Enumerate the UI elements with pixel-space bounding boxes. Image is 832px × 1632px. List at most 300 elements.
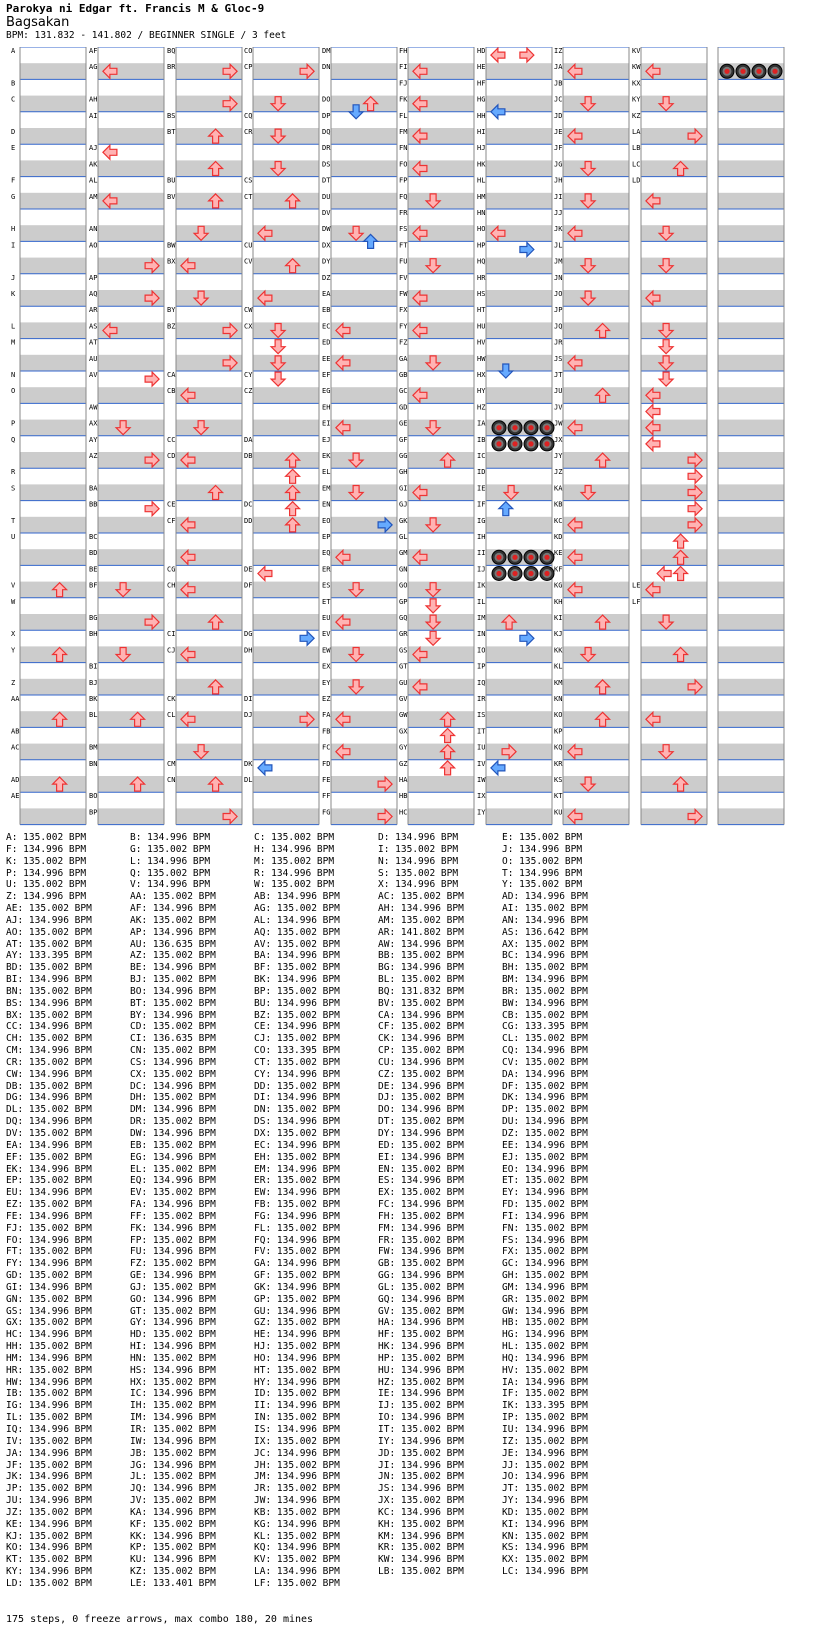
measure-label: CP xyxy=(244,63,253,72)
bpm-entry: EO: 134.996 BPM xyxy=(502,1163,588,1175)
beat-stripe xyxy=(20,549,86,565)
beat-stripe xyxy=(98,549,164,565)
beat-stripe xyxy=(718,420,784,436)
bpm-entry: GH: 135.002 BPM xyxy=(502,1270,588,1282)
beat-stripe xyxy=(20,193,86,209)
bpm-entry: HJ: 135.002 BPM xyxy=(254,1341,340,1353)
beat-stripe xyxy=(253,679,319,695)
bpm-entry: AV: 135.002 BPM xyxy=(254,938,340,950)
chart-column xyxy=(89,47,164,825)
bpm-entry: GQ: 134.996 BPM xyxy=(378,1293,464,1305)
measure-label: EA xyxy=(322,290,331,298)
measure-label: CD xyxy=(167,452,176,460)
beat-stripe xyxy=(176,420,242,436)
beat-stripe xyxy=(20,452,86,468)
bpm-entry: CK: 134.996 BPM xyxy=(378,1033,464,1045)
bpm-entry: IS: 134.996 BPM xyxy=(254,1424,340,1435)
bpm-entry: BY: 134.996 BPM xyxy=(130,1009,216,1021)
bpm-entry: IB: 135.002 BPM xyxy=(6,1388,92,1400)
measure-label: JI xyxy=(554,192,563,201)
measure-label: BG xyxy=(89,614,98,622)
bpm-entry: HL: 135.002 BPM xyxy=(502,1341,588,1353)
mine xyxy=(540,550,554,564)
measure-label: HK xyxy=(477,160,486,169)
bpm-entry: CW: 134.996 BPM xyxy=(6,1068,92,1080)
measure-label: IS xyxy=(477,711,486,720)
bpm-entry: EE: 134.996 BPM xyxy=(502,1139,588,1151)
measure-label: HB xyxy=(399,792,408,801)
measure-label: FG xyxy=(322,808,331,817)
bpm-entry: BG: 134.996 BPM xyxy=(378,962,464,974)
bpm-entry: FH: 135.002 BPM xyxy=(378,1210,464,1222)
mine xyxy=(720,64,734,78)
measure-label: DD xyxy=(244,516,253,525)
measure-label: FF xyxy=(322,792,331,801)
bpm-entry: JV: 135.002 BPM xyxy=(130,1495,216,1507)
bpm-entry: LB: 135.002 BPM xyxy=(378,1566,464,1578)
bpm-entry: DP: 135.002 BPM xyxy=(502,1104,588,1116)
bpm-entry: HM: 134.996 BPM xyxy=(6,1352,92,1364)
measure-label: BX xyxy=(167,257,176,266)
measure-label: GR xyxy=(399,630,408,639)
chart-summary: 175 steps, 0 freeze arrows, max combo 180, 20 mines xyxy=(6,1614,314,1625)
bpm-entry: EW: 134.996 BPM xyxy=(254,1187,340,1199)
measure-label: IX xyxy=(477,792,486,801)
bpm-entry: Y: 135.002 BPM xyxy=(502,879,583,891)
bpm-entry: DE: 134.996 BPM xyxy=(378,1080,464,1092)
bpm-entry: FC: 134.996 BPM xyxy=(378,1199,464,1211)
bpm-entry: HZ: 135.002 BPM xyxy=(378,1376,464,1388)
bpm-entry: DB: 135.002 BPM xyxy=(6,1080,92,1092)
bpm-entry: FL: 135.002 BPM xyxy=(254,1222,340,1234)
beat-stripe xyxy=(331,290,397,306)
measure-label: EV xyxy=(322,630,331,639)
bpm-entry: KB: 135.002 BPM xyxy=(254,1506,340,1518)
bpm-entry: DM: 134.996 BPM xyxy=(130,1104,216,1116)
bpm-entry: IA: 134.996 BPM xyxy=(502,1376,588,1388)
bpm-entry: GP: 135.002 BPM xyxy=(254,1293,340,1305)
beat-stripe xyxy=(253,549,319,565)
bpm-entry: R: 134.996 BPM xyxy=(254,867,335,879)
bpm-entry: HC: 134.996 BPM xyxy=(6,1329,92,1341)
measure-label: A xyxy=(11,47,16,55)
bpm-entry: DI: 134.996 BPM xyxy=(254,1092,340,1104)
measure-label: DP xyxy=(322,111,331,120)
measure-label: KT xyxy=(554,792,563,801)
beat-stripe xyxy=(331,225,397,241)
measure-label: EZ xyxy=(322,695,331,703)
measure-label: BH xyxy=(89,630,98,639)
measure-label: FW xyxy=(399,290,408,298)
beat-stripe xyxy=(176,290,242,306)
measure-label: CC xyxy=(167,435,176,444)
measure-label: JF xyxy=(554,144,563,153)
measure-label: R xyxy=(11,468,16,477)
measure-label: IO xyxy=(477,646,486,655)
bpm-entry: CV: 135.002 BPM xyxy=(502,1056,588,1068)
measure-label: CG xyxy=(167,565,176,574)
bpm-entry: EP: 135.002 BPM xyxy=(6,1175,92,1187)
measure-label: Q xyxy=(11,435,16,444)
bpm-entry: JM: 134.996 BPM xyxy=(254,1471,340,1483)
measure-label: GZ xyxy=(399,759,408,768)
bpm-entry: AD: 134.996 BPM xyxy=(502,891,588,903)
measure-label: BP xyxy=(89,808,98,817)
measure-label: AT xyxy=(89,338,98,347)
beat-stripe xyxy=(331,452,397,468)
bpm-entry: CC: 134.996 BPM xyxy=(6,1021,92,1033)
bpm-entry: IV: 135.002 BPM xyxy=(6,1435,92,1447)
bpm-entry: KL: 135.002 BPM xyxy=(254,1530,340,1542)
measure-label: GO xyxy=(399,581,408,590)
chart-column xyxy=(167,47,242,825)
measure-label: BB xyxy=(89,500,98,509)
measure-label: EQ xyxy=(322,549,331,558)
measure-label: CY xyxy=(244,371,253,379)
measure-label: FY xyxy=(399,322,408,331)
bpm-entry: C: 135.002 BPM xyxy=(254,832,335,843)
measure-label: BR xyxy=(167,63,176,72)
measure-label: JG xyxy=(554,160,563,169)
measure-label: FD xyxy=(322,759,331,768)
measure-label: KC xyxy=(554,516,563,525)
bpm-entry: JO: 134.996 BPM xyxy=(502,1471,588,1483)
bpm-entry: EG: 134.996 BPM xyxy=(130,1151,216,1163)
bpm-entry: JW: 134.996 BPM xyxy=(254,1495,340,1507)
measure-label: HX xyxy=(477,371,486,379)
mine xyxy=(508,421,522,435)
bpm-entry: BC: 134.996 BPM xyxy=(502,950,588,962)
bpm-entry: EQ: 134.996 BPM xyxy=(130,1175,216,1187)
beat-stripe xyxy=(641,322,707,338)
measure-label: FN xyxy=(399,144,408,153)
beat-stripe xyxy=(408,355,474,371)
beat-stripe xyxy=(20,225,86,241)
measure-label: EB xyxy=(322,306,331,315)
measure-label: JA xyxy=(554,63,563,72)
measure-label: JW xyxy=(554,419,563,428)
beat-stripe xyxy=(176,744,242,760)
measure-label: AB xyxy=(11,727,20,736)
beat-stripe xyxy=(20,322,86,338)
measure-label: GG xyxy=(399,452,408,460)
beat-stripe xyxy=(718,128,784,144)
measure-label: B xyxy=(11,79,16,88)
measure-label: IF xyxy=(477,500,486,509)
bpm-entry: AN: 134.996 BPM xyxy=(502,914,588,926)
measure-label: AD xyxy=(11,776,20,784)
measure-label: IV xyxy=(477,759,486,768)
measure-label: IK xyxy=(477,581,486,590)
beat-stripe xyxy=(718,96,784,112)
measure-label: EL xyxy=(322,468,331,477)
bpm-entry: Q: 135.002 BPM xyxy=(130,867,211,879)
measure-label: EK xyxy=(322,452,331,460)
bpm-entry: FI: 134.996 BPM xyxy=(502,1210,588,1222)
chart-column xyxy=(554,47,629,825)
bpm-entry: FY: 134.996 BPM xyxy=(6,1258,92,1270)
bpm-entry: KO: 134.996 BPM xyxy=(6,1542,92,1554)
bpm-entry: GN: 135.002 BPM xyxy=(6,1293,92,1305)
bpm-entry: AB: 134.996 BPM xyxy=(254,891,340,903)
beat-stripe xyxy=(486,387,552,403)
beat-stripe xyxy=(486,776,552,792)
bpm-entry: IU: 134.996 BPM xyxy=(502,1424,588,1435)
beat-stripe xyxy=(563,646,629,662)
bpm-entry: DL: 135.002 BPM xyxy=(6,1104,92,1116)
measure-label: DB xyxy=(244,452,253,460)
measure-label: DZ xyxy=(322,273,331,282)
measure-label: HI xyxy=(477,128,486,136)
measure-label: KD xyxy=(554,533,563,541)
measure-label: HQ xyxy=(477,257,486,266)
bpm-entry: HS: 134.996 BPM xyxy=(130,1364,216,1376)
beat-stripe xyxy=(20,258,86,274)
bpm-entry: KJ: 135.002 BPM xyxy=(6,1530,92,1542)
bpm-entry: HW: 134.996 BPM xyxy=(6,1376,92,1388)
bpm-entry: GF: 135.002 BPM xyxy=(254,1270,340,1282)
bpm-entry: KP: 135.002 BPM xyxy=(130,1542,216,1554)
bpm-entry: DN: 135.002 BPM xyxy=(254,1104,340,1116)
bpm-entry: BD: 135.002 BPM xyxy=(6,962,92,974)
measure-label: T xyxy=(11,516,16,525)
measure-label: JB xyxy=(554,79,563,88)
measure-label: BM xyxy=(89,743,98,752)
measure-label: BS xyxy=(167,111,176,120)
measure-label: KX xyxy=(632,79,641,88)
bpm-entry: FT: 135.002 BPM xyxy=(6,1246,92,1258)
beat-stripe xyxy=(718,160,784,176)
bpm-entry: JK: 134.996 BPM xyxy=(6,1471,92,1483)
measure-label: CV xyxy=(244,257,253,266)
beat-stripe xyxy=(98,517,164,533)
beat-stripe xyxy=(408,776,474,792)
measure-label: CA xyxy=(167,371,176,379)
measure-label: X xyxy=(11,630,16,639)
measure-label: LA xyxy=(632,128,641,136)
bpm-entry: KN: 135.002 BPM xyxy=(502,1530,588,1542)
beat-stripe xyxy=(641,355,707,371)
measure-label: ED xyxy=(322,338,331,347)
bpm-entry: AA: 135.002 BPM xyxy=(130,891,216,903)
bpm-entry: JE: 134.996 BPM xyxy=(502,1447,588,1459)
bpm-entry: FS: 134.996 BPM xyxy=(502,1234,588,1246)
bpm-entry: JR: 135.002 BPM xyxy=(254,1483,340,1495)
measure-label: AF xyxy=(89,47,98,55)
measure-label: HY xyxy=(477,387,486,396)
chart-column xyxy=(477,47,554,825)
bpm-entry: BM: 134.996 BPM xyxy=(502,974,588,986)
bpm-entry: GJ: 135.002 BPM xyxy=(130,1281,216,1293)
beat-stripe xyxy=(486,258,552,274)
bpm-entry: EY: 134.996 BPM xyxy=(502,1187,588,1199)
measure-label: FS xyxy=(399,225,408,234)
measure-label: HM xyxy=(477,192,486,201)
measure-label: GE xyxy=(399,419,408,428)
bpm-entry: HE: 134.996 BPM xyxy=(254,1329,340,1341)
measure-label: DH xyxy=(244,646,253,655)
measure-label: KL xyxy=(554,662,563,671)
bpm-entry: BN: 135.002 BPM xyxy=(6,985,92,997)
measure-label: KH xyxy=(554,597,563,606)
bpm-entry: JN: 135.002 BPM xyxy=(378,1471,464,1483)
song-info: BPM: 131.832 - 141.802 / BEGINNER SINGLE / 3 feet xyxy=(6,30,287,41)
beat-stripe xyxy=(253,160,319,176)
bpm-entry: DH: 135.002 BPM xyxy=(130,1092,216,1104)
measure-label: HL xyxy=(477,176,486,185)
bpm-entry: BF: 135.002 BPM xyxy=(254,962,340,974)
measure-label: AR xyxy=(89,306,98,315)
beat-stripe xyxy=(718,484,784,500)
bpm-entry: FX: 135.002 BPM xyxy=(502,1246,588,1258)
measure-label: FZ xyxy=(399,338,408,347)
measure-label: KQ xyxy=(554,743,563,752)
measure-label: IL xyxy=(477,597,486,606)
measure-label: CQ xyxy=(244,111,253,120)
measure-label: FX xyxy=(399,306,408,315)
bpm-entry: GD: 135.002 BPM xyxy=(6,1270,92,1282)
measure-label: EN xyxy=(322,500,331,509)
beat-stripe xyxy=(408,808,474,824)
bpm-entry: FZ: 135.002 BPM xyxy=(130,1258,216,1270)
bpm-entry: L: 134.996 BPM xyxy=(130,855,211,867)
bpm-entry: Z: 134.996 BPM xyxy=(6,891,87,903)
measure-label: GJ xyxy=(399,500,408,509)
measure-label: FI xyxy=(399,63,408,72)
chart-column xyxy=(632,47,707,825)
mine xyxy=(524,421,538,435)
beat-stripe xyxy=(253,582,319,598)
bpm-entry: EB: 135.002 BPM xyxy=(130,1139,216,1151)
bpm-entry: I: 135.002 BPM xyxy=(378,843,459,855)
beat-stripe xyxy=(98,160,164,176)
measure-label: HE xyxy=(477,63,486,72)
measure-label: FM xyxy=(399,128,408,136)
beat-stripe xyxy=(718,225,784,241)
bpm-entry: DK: 134.996 BPM xyxy=(502,1092,588,1104)
measure-label: IT xyxy=(477,727,486,736)
measure-label: KR xyxy=(554,759,563,768)
measure-label: HG xyxy=(477,95,486,104)
bpm-entry: N: 134.996 BPM xyxy=(378,855,459,867)
measure-label: DK xyxy=(244,759,253,768)
bpm-entry: GG: 134.996 BPM xyxy=(378,1270,464,1282)
bpm-entry: CH: 135.002 BPM xyxy=(6,1033,92,1045)
measure-label: EF xyxy=(322,371,331,379)
bpm-entry: GL: 135.002 BPM xyxy=(378,1281,464,1293)
measure-label: EM xyxy=(322,484,331,493)
measure-label: FU xyxy=(399,257,408,266)
measure-label: GK xyxy=(399,516,408,525)
beat-stripe xyxy=(98,582,164,598)
bpm-entry: GX: 135.002 BPM xyxy=(6,1317,92,1329)
measure-label: HZ xyxy=(477,403,486,412)
bpm-entry: GK: 134.996 BPM xyxy=(254,1281,340,1293)
measure-label: BQ xyxy=(167,47,176,55)
measure-label: L xyxy=(11,322,16,331)
beat-stripe xyxy=(331,160,397,176)
mine xyxy=(492,550,506,564)
measure-label: JL xyxy=(554,241,563,250)
measure-label: FV xyxy=(399,273,408,282)
measure-label: IY xyxy=(477,808,486,817)
bpm-entry: GC: 134.996 BPM xyxy=(502,1258,588,1270)
measure-label: CB xyxy=(167,387,176,396)
measure-label: BC xyxy=(89,533,98,541)
measure-label: IN xyxy=(477,630,486,639)
mine xyxy=(736,64,750,78)
measure-label: JY xyxy=(554,452,563,460)
step-chart xyxy=(0,47,832,827)
measure-label: AG xyxy=(89,63,98,72)
measure-label: KO xyxy=(554,711,563,720)
measure-label: KZ xyxy=(632,111,641,120)
bpm-entry: CQ: 134.996 BPM xyxy=(502,1045,588,1057)
bpm-entry: BR: 135.002 BPM xyxy=(502,985,588,997)
measure-label: KB xyxy=(554,500,563,509)
beat-stripe xyxy=(408,582,474,598)
bpm-entry: M: 135.002 BPM xyxy=(254,855,335,867)
measure-label: EP xyxy=(322,533,331,541)
measure-label: E xyxy=(11,144,16,153)
bpm-entry: JI: 134.996 BPM xyxy=(378,1459,464,1471)
beat-stripe xyxy=(20,679,86,695)
beat-stripe xyxy=(98,646,164,662)
beat-stripe xyxy=(98,484,164,500)
mine xyxy=(540,421,554,435)
bpm-entry: FG: 134.996 BPM xyxy=(254,1210,340,1222)
beat-stripe xyxy=(486,582,552,598)
measure-label: DJ xyxy=(244,711,253,720)
beat-stripe xyxy=(331,582,397,598)
measure-label: IJ xyxy=(477,565,486,574)
bpm-entry: GW: 134.996 BPM xyxy=(502,1305,588,1317)
beat-stripe xyxy=(718,193,784,209)
bpm-entry: HU: 134.996 BPM xyxy=(378,1364,464,1376)
bpm-entry: T: 134.996 BPM xyxy=(502,867,583,879)
bpm-entry: CS: 134.996 BPM xyxy=(130,1056,216,1068)
bpm-entry: BL: 135.002 BPM xyxy=(378,974,464,986)
measure-label: BO xyxy=(89,792,98,801)
beat-stripe xyxy=(253,128,319,144)
measure-label: AM xyxy=(89,192,98,201)
bpm-entry: FR: 135.002 BPM xyxy=(378,1234,464,1246)
beat-stripe xyxy=(253,776,319,792)
measure-label: HH xyxy=(477,111,486,120)
measure-label: AW xyxy=(89,403,98,412)
measure-label: DQ xyxy=(322,128,331,136)
measure-label: AL xyxy=(89,176,98,185)
bpm-entry: S: 135.002 BPM xyxy=(378,867,459,879)
measure-label: FP xyxy=(399,176,408,185)
measure-label: DX xyxy=(322,241,331,250)
bpm-entry: BA: 134.996 BPM xyxy=(254,950,340,962)
bpm-entry: AX: 135.002 BPM xyxy=(502,938,588,950)
measure-label: HT xyxy=(477,306,486,315)
bpm-entry: CT: 135.002 BPM xyxy=(254,1056,340,1068)
bpm-entry: KI: 134.996 BPM xyxy=(502,1518,588,1530)
beat-stripe xyxy=(331,258,397,274)
beat-stripe xyxy=(718,258,784,274)
beat-stripe xyxy=(486,355,552,371)
beat-stripe xyxy=(641,614,707,630)
bpm-entry: FK: 134.996 BPM xyxy=(130,1222,216,1234)
measure-label: BU xyxy=(167,176,176,185)
bpm-entry: LF: 135.002 BPM xyxy=(254,1577,340,1589)
measure-label: H xyxy=(11,225,16,234)
measure-label: CO xyxy=(244,47,253,55)
bpm-entry: A: 135.002 BPM xyxy=(6,832,87,843)
